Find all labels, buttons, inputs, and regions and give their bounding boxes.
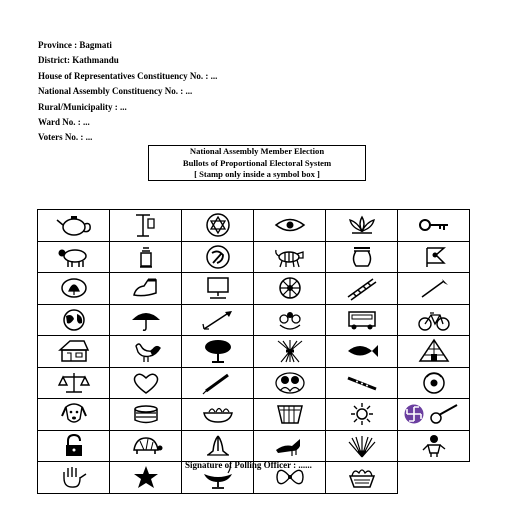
- symbol-box[interactable]: [110, 430, 182, 462]
- banner-line1: National Assembly Member Election: [189, 146, 325, 156]
- symbol-box[interactable]: [182, 430, 254, 462]
- symbol-box[interactable]: [254, 336, 326, 368]
- flower-icon: [270, 307, 310, 333]
- symbol-box[interactable]: [110, 241, 182, 273]
- na-constituency: National Assembly Constituency No. : ...: [38, 86, 193, 97]
- symbol-box[interactable]: [110, 462, 182, 494]
- bucket-icon: [270, 401, 310, 427]
- symbol-box[interactable]: [182, 399, 254, 431]
- namaste-hands-icon: [198, 433, 238, 459]
- symbol-box[interactable]: [398, 399, 470, 431]
- dish-icon: [198, 401, 238, 427]
- ballot-row: [38, 336, 470, 368]
- voter-info: [38, 38, 217, 146]
- symbol-box[interactable]: [254, 399, 326, 431]
- hammer-sickle-icon: [198, 244, 238, 270]
- ballot-row: [38, 273, 470, 305]
- symbol-box[interactable]: [398, 210, 470, 242]
- bird-icon: [270, 433, 310, 459]
- symbol-box[interactable]: [38, 399, 110, 431]
- bicycle-icon: [414, 307, 454, 333]
- symbol-box[interactable]: [110, 367, 182, 399]
- symbol-box[interactable]: [182, 304, 254, 336]
- raised-hand-icon: [54, 464, 94, 490]
- lantern-icon: [126, 244, 166, 270]
- flute-icon: [342, 370, 382, 396]
- lantern-pole-icon: [126, 212, 166, 238]
- symbol-box[interactable]: [38, 336, 110, 368]
- fish-icon: [342, 338, 382, 364]
- shoe-icon: [126, 275, 166, 301]
- lotus-icon: [342, 212, 382, 238]
- symbol-box[interactable]: [326, 367, 398, 399]
- voters: Voters No. : ...: [38, 132, 93, 143]
- arrow-icon: [198, 307, 238, 333]
- symbol-box[interactable]: [254, 367, 326, 399]
- ladder-icon: [342, 275, 382, 301]
- symbol-box[interactable]: [326, 430, 398, 462]
- symbol-box[interactable]: [182, 367, 254, 399]
- lock-icon: [54, 433, 94, 459]
- ballot-row: [38, 241, 470, 273]
- symbol-box[interactable]: [110, 304, 182, 336]
- symbol-box[interactable]: [398, 273, 470, 305]
- teapot-icon: [54, 212, 94, 238]
- key-icon: [414, 212, 454, 238]
- symbol-box[interactable]: [254, 273, 326, 305]
- symbol-box[interactable]: [254, 430, 326, 462]
- symbol-box[interactable]: [182, 273, 254, 305]
- tree-icon: [198, 338, 238, 364]
- symbol-box[interactable]: [254, 210, 326, 242]
- election-banner: [148, 145, 366, 181]
- pen-icon: [198, 370, 238, 396]
- man-icon: [414, 433, 454, 459]
- couple-icon: [270, 370, 310, 396]
- hand-bell-icon: [54, 275, 94, 301]
- computer-icon: [198, 275, 238, 301]
- tiger-icon: [270, 244, 310, 270]
- symbol-box[interactable]: [182, 210, 254, 242]
- heart-icon: [126, 370, 166, 396]
- umbrella-icon: [126, 307, 166, 333]
- eye-icon: [270, 212, 310, 238]
- symbol-box[interactable]: [254, 304, 326, 336]
- symbol-box[interactable]: [398, 241, 470, 273]
- sheaf-icon: [342, 433, 382, 459]
- ward: Ward No. : ...: [38, 117, 90, 128]
- symbol-box[interactable]: [38, 430, 110, 462]
- symbol-box[interactable]: [38, 367, 110, 399]
- symbol-box[interactable]: [326, 304, 398, 336]
- symbol-box[interactable]: [398, 336, 470, 368]
- globe-icon: [54, 307, 94, 333]
- ballot-row: [38, 304, 470, 336]
- municipality: Rural/Municipality : ...: [38, 101, 127, 112]
- wheel-icon: [270, 275, 310, 301]
- crop-bundle-icon: [270, 338, 310, 364]
- dog-icon: [54, 401, 94, 427]
- symbol-box[interactable]: [398, 304, 470, 336]
- symbol-box[interactable]: [38, 273, 110, 305]
- symbol-box[interactable]: [110, 210, 182, 242]
- pot-icon: [342, 244, 382, 270]
- symbol-box[interactable]: [182, 336, 254, 368]
- scales-icon: [54, 370, 94, 396]
- district: District: Kathmandu: [38, 55, 119, 66]
- polling-officer-signature: Signature of Polling Officer : ......: [185, 460, 312, 470]
- symbol-box[interactable]: [326, 462, 398, 494]
- province: Province : Bagmati: [38, 40, 112, 50]
- symbol-box[interactable]: [326, 336, 398, 368]
- tortoise-icon: [126, 433, 166, 459]
- star-of-david-icon: [198, 212, 238, 238]
- hor-constituency: House of Representatives Constituency No. : ...: [38, 70, 218, 81]
- house-icon: [54, 338, 94, 364]
- symbol-box[interactable]: [398, 430, 470, 462]
- symbol-box[interactable]: [110, 336, 182, 368]
- symbol-box[interactable]: [326, 241, 398, 273]
- basket-icon: [342, 464, 382, 490]
- banner-line3: [ Stamp only inside a symbol box ]: [194, 169, 320, 179]
- symbol-box[interactable]: [38, 241, 110, 273]
- star-icon: [126, 464, 166, 490]
- symbol-box[interactable]: [110, 399, 182, 431]
- symbol-box[interactable]: [326, 210, 398, 242]
- sheep-icon: [54, 244, 94, 270]
- banner-line2: Bullots of Proportional Electoral System: [182, 157, 332, 168]
- empty-cell: [398, 462, 470, 494]
- symbol-box[interactable]: [326, 399, 398, 431]
- symbol-box[interactable]: [182, 241, 254, 273]
- cd-icon: [414, 370, 454, 396]
- ballot-row: [38, 430, 470, 462]
- symbol-box[interactable]: [38, 304, 110, 336]
- ballot-row: [38, 399, 470, 431]
- flag-icon: [414, 244, 454, 270]
- swastika-icon: [404, 403, 424, 425]
- spade-icon: [414, 275, 454, 301]
- drum-icon: [126, 401, 166, 427]
- symbol-box[interactable]: [38, 210, 110, 242]
- symbol-box[interactable]: [326, 273, 398, 305]
- ballot-grid: [37, 209, 470, 494]
- symbol-box[interactable]: [38, 462, 110, 494]
- rooster-icon: [126, 338, 166, 364]
- symbol-box[interactable]: [398, 367, 470, 399]
- symbol-box[interactable]: [110, 273, 182, 305]
- guitar-icon: [424, 401, 464, 427]
- ballot-row: [38, 367, 470, 399]
- sun-icon: [342, 401, 382, 427]
- hut-icon: [414, 338, 454, 364]
- symbol-box[interactable]: [254, 241, 326, 273]
- bus-icon: [342, 307, 382, 333]
- ballot-row: [38, 210, 470, 242]
